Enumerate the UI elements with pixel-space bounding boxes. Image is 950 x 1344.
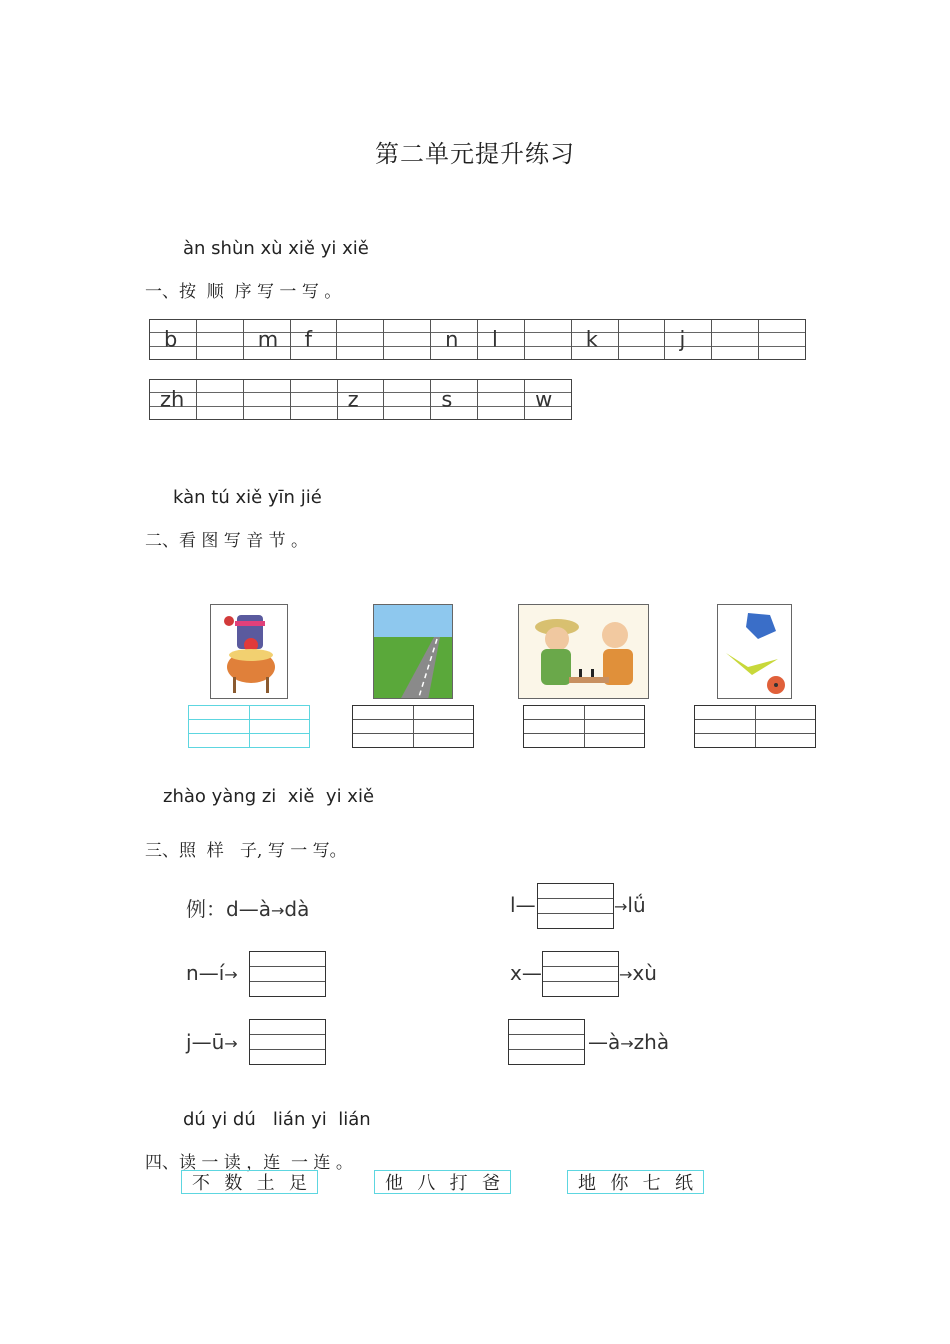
right-item-1-result (614, 893, 646, 917)
initial-label: j (186, 1030, 192, 1054)
word-group-2[interactable] (374, 1170, 511, 1194)
example-prefix: 例： (186, 897, 226, 921)
left-item-2 (186, 1030, 238, 1054)
section3-pinyin: zhào yàng zi xiě yi xiě (163, 786, 375, 807)
grid-cell[interactable]: k (571, 320, 618, 359)
result-label: lǘ (627, 893, 646, 917)
section1-grid-row1 (149, 319, 806, 360)
character: 打 (449, 1173, 468, 1194)
arrow-icon: → (224, 965, 238, 984)
initial-label: n (186, 961, 199, 985)
grid-cell[interactable]: n (430, 320, 477, 359)
section2-heading: 二、看 图 写 音 节 。 (145, 531, 309, 551)
answer-box-n[interactable] (249, 951, 326, 997)
grid-cell[interactable]: f (290, 320, 337, 359)
grid-cell[interactable] (196, 320, 243, 359)
answer-box-3[interactable] (523, 705, 645, 748)
connector: — (191, 1030, 212, 1054)
arrow-icon: → (619, 965, 633, 984)
chess-players-picture (518, 604, 649, 699)
right-item-1-initial: l— (510, 893, 536, 917)
grid-cell[interactable]: b (150, 320, 196, 359)
character: 地 (578, 1173, 596, 1194)
right-item-2-initial: x— (510, 961, 542, 985)
section3-heading: 三、照 样 子, 写 一 写。 (145, 841, 347, 861)
initial-label: x (510, 961, 522, 985)
character: 足 (288, 1173, 307, 1194)
arrow-icon: → (224, 1034, 238, 1053)
grid-cell[interactable] (618, 320, 665, 359)
character: 你 (610, 1173, 629, 1194)
page-title: 第二单元提升练习 (375, 140, 575, 168)
arrow-icon: → (620, 1034, 634, 1053)
section1-grid-row2 (149, 379, 572, 420)
answer-box-x[interactable] (542, 951, 619, 997)
final-label: ū (211, 1030, 225, 1054)
section1-pinyin: àn shùn xù xiě yi xiě (183, 238, 369, 259)
character: 爸 (481, 1173, 500, 1194)
connector: — (198, 961, 219, 985)
character: 八 (417, 1173, 436, 1194)
grid-cell[interactable]: z (337, 380, 384, 419)
grid-cell[interactable] (290, 380, 337, 419)
word-group-3[interactable] (567, 1170, 704, 1194)
grid-cell[interactable] (196, 380, 243, 419)
character: 数 (224, 1173, 243, 1194)
initial-label: l (510, 893, 516, 917)
section1-heading: 一、按 顺 序 写 一 写 。 (145, 282, 342, 302)
grid-cell[interactable] (383, 380, 430, 419)
grid-cell[interactable] (477, 380, 524, 419)
arrow-icon: → (614, 897, 628, 916)
grid-cell[interactable]: m (243, 320, 290, 359)
character: 土 (256, 1173, 275, 1194)
character: 他 (385, 1173, 403, 1194)
example-result: dà (284, 897, 310, 921)
grid-cell[interactable]: j (664, 320, 711, 359)
grid-cell[interactable]: l (477, 320, 524, 359)
character: 不 (192, 1173, 210, 1194)
final-label: í (218, 961, 225, 985)
answer-box-1[interactable] (188, 705, 310, 748)
connector: — (238, 897, 259, 921)
example-row (186, 893, 309, 922)
grid-cell[interactable] (243, 380, 290, 419)
left-item-1 (186, 961, 238, 985)
answer-box-4[interactable] (694, 705, 816, 748)
answer-box-j[interactable] (249, 1019, 326, 1065)
answer-box-l[interactable] (537, 883, 614, 929)
right-item-3 (588, 1030, 669, 1054)
section4-pinyin: dú yi dú lián yi lián (183, 1109, 371, 1130)
grid-cell[interactable] (711, 320, 758, 359)
connector: — (588, 1030, 608, 1054)
section4-heading: 四、读 一 读 ，连 一 连 。 (145, 1153, 353, 1173)
grid-cell[interactable]: w (524, 380, 571, 419)
example-final: à (258, 897, 271, 921)
grid-cell[interactable]: s (430, 380, 477, 419)
right-item-2-result (619, 961, 657, 985)
grid-cell[interactable] (524, 320, 571, 359)
drum-player-picture (210, 604, 288, 699)
grid-cell[interactable] (383, 320, 430, 359)
example-initial: d (226, 897, 239, 921)
origami-picture (717, 604, 792, 699)
final-label: à (608, 1030, 621, 1054)
answer-box-zh[interactable] (508, 1019, 585, 1065)
section2-pinyin: kàn tú xiě yīn jié (173, 487, 322, 508)
character: 七 (642, 1173, 661, 1194)
answer-box-2[interactable] (352, 705, 474, 748)
grid-cell[interactable] (336, 320, 383, 359)
result-label: zhà (633, 1030, 670, 1054)
character: 纸 (674, 1173, 693, 1194)
grid-cell[interactable]: zh (150, 380, 196, 419)
grid-cell[interactable] (758, 320, 805, 359)
word-group-1[interactable] (181, 1170, 318, 1194)
arrow-icon: → (270, 901, 285, 920)
road-picture (373, 604, 453, 699)
result-label: xù (632, 961, 657, 985)
